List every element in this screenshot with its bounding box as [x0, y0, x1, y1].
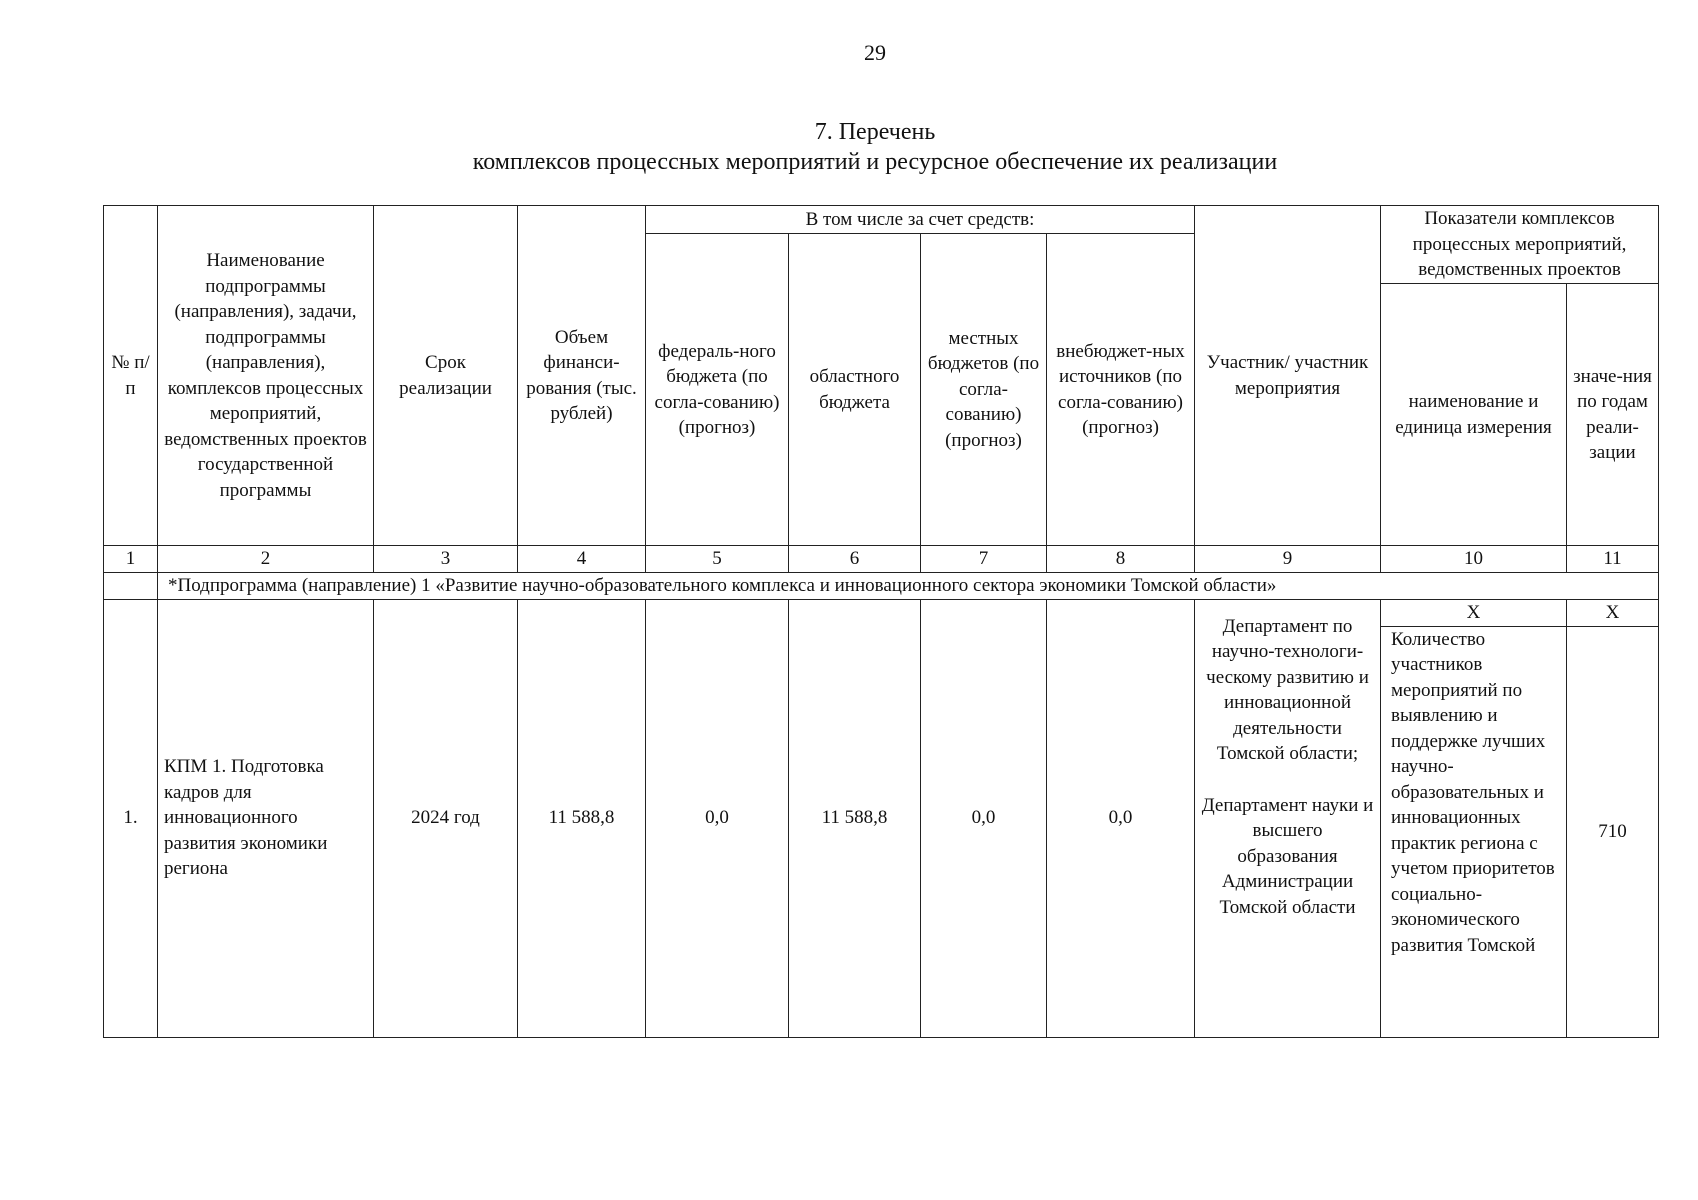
row-indicator-name — [1381, 626, 1567, 1037]
header-indicator-values: значе-ния по годам реали-зации — [1567, 284, 1659, 546]
row-num: 1. — [104, 599, 158, 1037]
header-federal: федераль-ного бюджета (по согла-сованию) (прогноз) — [646, 234, 789, 546]
column-number: 9 — [1195, 546, 1381, 573]
header-local: местных бюджетов (по согла-сованию) (прогноз) — [921, 234, 1047, 546]
column-number: 4 — [518, 546, 646, 573]
title-line-2: комплексов процессных мероприятий и ресурсное обеспечение их реализации — [472, 149, 1278, 175]
row-participant — [1195, 599, 1381, 1037]
header-num: № п/п — [104, 206, 158, 546]
subprogram-empty-cell — [104, 572, 158, 599]
row-extra: 0,0 — [1047, 599, 1195, 1037]
data-row — [104, 599, 1659, 626]
row-name: КПМ 1. Подготовка кадров для инновационного развития экономики региона — [158, 599, 374, 1037]
title-line-1: 7. Перечень — [814, 119, 936, 145]
column-number: 2 — [158, 546, 374, 573]
document-title — [0, 117, 1698, 177]
indicator-x-1: Х — [1381, 599, 1567, 626]
indicator-name-text: Количество участников мероприятий по выявлению и поддержке лучших научно-образовательных и инновационных практик региона с учетом приоритетов социально-экономического развития Томской — [1391, 628, 1555, 956]
column-number: 6 — [789, 546, 921, 573]
header-extra: внебюджет-ных источников (по согла-сованию) (прогноз) — [1047, 234, 1195, 546]
row-indicator-value: 710 — [1567, 626, 1659, 1037]
row-regional: 11 588,8 — [789, 599, 921, 1037]
header-row-1 — [104, 206, 1659, 234]
header-term: Срок реализации — [374, 206, 518, 546]
column-numbers-row — [104, 546, 1659, 573]
column-number: 10 — [1381, 546, 1567, 573]
row-federal: 0,0 — [646, 599, 789, 1037]
header-participant: Участник/ участник мероприятия — [1195, 206, 1381, 546]
header-including: В том числе за счет средств: — [646, 206, 1195, 234]
header-indicators: Показатели комплексов процессных мероприятий, ведомственных проектов — [1381, 206, 1659, 284]
subprogram-title: *Подпрограмма (направление) 1 «Развитие научно-образовательного комплекса и инновационного сектора экономики Томской области» — [158, 572, 1659, 599]
row-volume: 11 588,8 — [518, 599, 646, 1037]
row-term: 2024 год — [374, 599, 518, 1037]
header-regional: областного бюджета — [789, 234, 921, 546]
header-name: Наименование подпрограммы (направления), задачи, подпрограммы (направления), комплексов процессных мероприятий, ведомственных проектов государственной программы — [158, 206, 374, 546]
column-number: 1 — [104, 546, 158, 573]
column-number: 8 — [1047, 546, 1195, 573]
header-indicator-name: наименование и единица измерения — [1381, 284, 1567, 546]
page-number: 29 — [864, 40, 886, 65]
header-volume: Объем финанси-рования (тыс. рублей) — [518, 206, 646, 546]
column-number: 7 — [921, 546, 1047, 573]
subprogram-row — [104, 572, 1659, 599]
row-local: 0,0 — [921, 599, 1047, 1037]
participant-2: Департамент науки и высшего образования Администрации Томской области — [1201, 794, 1374, 918]
column-number: 5 — [646, 546, 789, 573]
column-number: 3 — [374, 546, 518, 573]
program-table — [103, 205, 1659, 1038]
column-number: 11 — [1567, 546, 1659, 573]
indicator-x-2: Х — [1567, 599, 1659, 626]
participant-1: Департамент по научно-технологи-ческому развитию и инновационной деятельности Томской области; — [1206, 615, 1369, 764]
